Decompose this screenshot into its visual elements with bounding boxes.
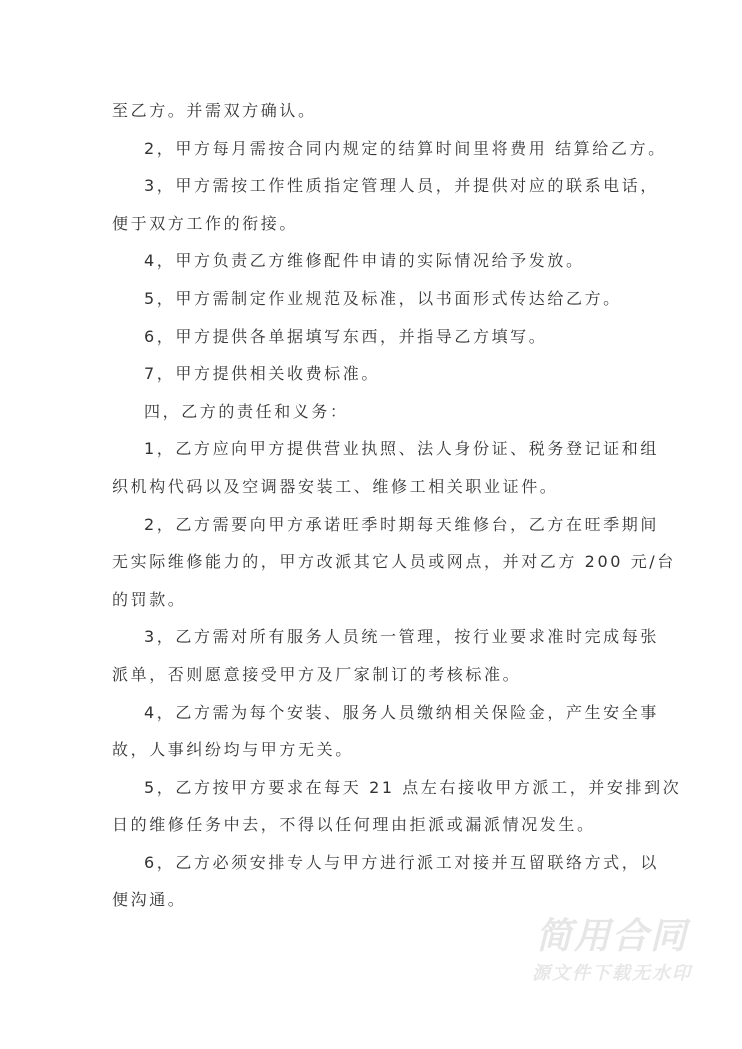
text-line: 3，乙方需对所有服务人员统一管理，按行业要求准时完成每张	[144, 627, 659, 647]
text-line: 5，甲方需制定作业规范及标准，以书面形式传达给乙方。	[144, 288, 622, 308]
text-line: 6，甲方提供各单据填写东西，并指导乙方填写。	[144, 326, 548, 346]
watermark-subtitle: 源文件下载无水印	[532, 963, 692, 984]
text-line: 至乙方。并需双方确认。	[112, 101, 317, 120]
text-line: 无实际维修能力的，甲方改派其它人员或网点，并对乙方 200 元/台	[112, 552, 676, 572]
text-line: 日的维修任务中去，不得以任何理由拒派或漏派情况发生。	[112, 815, 596, 835]
text-line: 3，甲方需按工作性质指定管理人员，并提供对应的联系电话，	[144, 176, 659, 196]
text-line: 便沟通。	[112, 890, 187, 910]
text-line: 1，乙方应向甲方提供营业执照、法人身份证、税务登记证和组	[144, 439, 659, 459]
text-line: 5，乙方按甲方要求在每天 21 点左右接收甲方派工，并安排到次	[144, 777, 682, 797]
document-body	[112, 92, 682, 919]
text-line: 6，乙方必须安排专人与甲方进行派工对接并互留联络方式，以	[144, 852, 659, 872]
text-line: 2，乙方需要向甲方承诺旺季时期每天维修台，乙方在旺季期间	[144, 514, 659, 534]
text-line: 派单，否则愿意接受甲方及厂家制订的考核标准。	[112, 664, 522, 684]
watermark	[512, 915, 712, 989]
section-heading: 四，乙方的责任和义务：	[144, 401, 349, 421]
text-line: 故，人事纠纷均与甲方无关。	[112, 740, 354, 760]
text-line: 的罚款。	[112, 589, 187, 609]
text-line: 4，乙方需为每个安装、服务人员缴纳相关保险金，产生安全事	[144, 702, 659, 722]
text-line: 4，甲方负责乙方维修配件申请的实际情况给予发放。	[144, 251, 585, 271]
text-line: 7，甲方提供相关收费标准。	[144, 364, 380, 384]
watermark-title: 简用合同	[535, 916, 688, 957]
text-line: 便于双方工作的衔接。	[112, 213, 299, 233]
text-line: 2，甲方每月需按合同内规定的结算时间里将费用 结算给乙方。	[144, 138, 667, 158]
text-line: 织机构代码以及空调器安装工、维修工相关职业证件。	[112, 476, 559, 496]
